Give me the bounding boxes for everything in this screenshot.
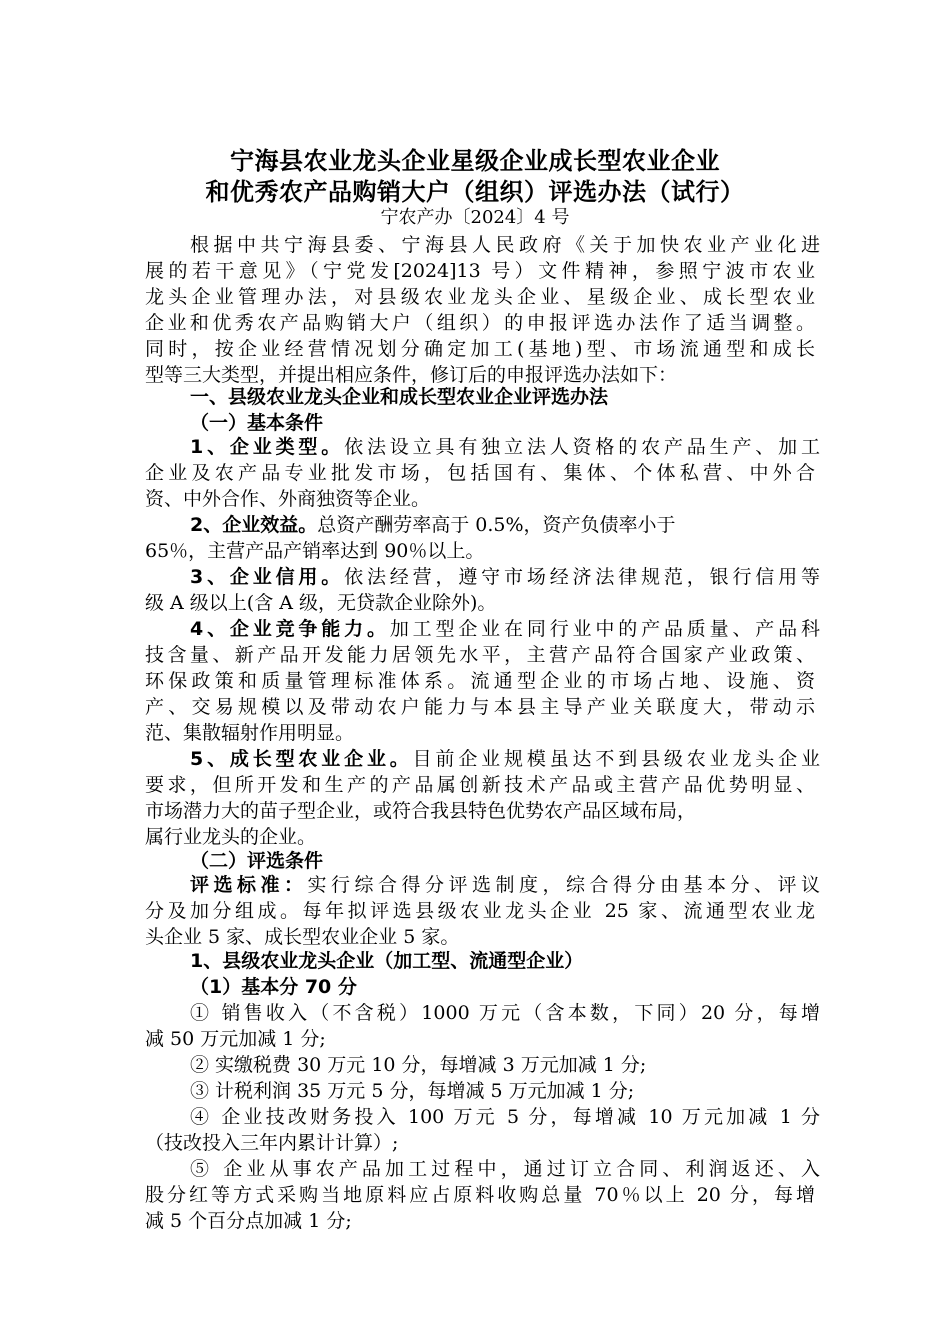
subsection-heading: （一）基本条件 bbox=[190, 412, 324, 434]
intro-line: 展的若干意见》（宁党发[2024]13 号）文件精神，参照宁波市农业 bbox=[145, 260, 815, 282]
item-label: 5、成长型农业企业。 bbox=[190, 748, 413, 770]
item-text: 总资产酬劳率高于 0.5%，资产负债率小于 bbox=[317, 514, 676, 536]
item-text: 依法设立具有独立法人资格的农产品生产、加工 bbox=[344, 436, 820, 458]
criteria-line: 分及加分组成。每年拟评选县级农业龙头企业 25 家、流通型农业龙 bbox=[145, 900, 815, 922]
item-label: 1、企业类型。 bbox=[190, 436, 345, 458]
criteria-line: 头企业 5 家、成长型农业企业 5 家。 bbox=[145, 926, 460, 948]
score-item-line: ⑤ 企业从事农产品加工过程中，通过订立合同、利润返还、入 bbox=[190, 1158, 820, 1180]
base-score-heading: （1）基本分 70 分 bbox=[190, 976, 357, 998]
item-text: 加工型企业在同行业中的产品质量、产品科 bbox=[389, 618, 820, 640]
document-title-line-1: 宁海县农业龙头企业星级企业成长型农业企业 bbox=[230, 147, 720, 175]
document-title-line-2: 和优秀农产品购销大户（组织）评选办法（试行） bbox=[205, 178, 745, 206]
item-line: 范、集散辐射作用明显。 bbox=[145, 722, 355, 744]
criteria-label: 评选标准： bbox=[190, 874, 308, 896]
intro-line: 型等三大类型，并提出相应条件，修订后的申报评选办法如下： bbox=[145, 364, 678, 386]
item-line: 环保政策和质量管理标准体系。流通型企业的市场占地、设施、资 bbox=[145, 670, 815, 692]
score-item-line: 减 5 个百分点加减 1 分; bbox=[145, 1210, 352, 1232]
intro-line: 龙头企业管理办法，对县级农业龙头企业、星级企业、成长型农业 bbox=[145, 286, 815, 308]
item-paragraph-first-line bbox=[190, 746, 820, 772]
type-heading: 1、县级农业龙头企业（加工型、流通型企业） bbox=[190, 950, 584, 972]
item-line: 市场潜力大的苗子型企业，或符合我县特色优势农产品区域布局， bbox=[145, 800, 697, 822]
score-item-line: （技改投入三年内累计计算）; bbox=[145, 1132, 399, 1154]
item-text: 依法经营，遵守市场经济法律规范，银行信用等 bbox=[344, 566, 820, 588]
item-line: 技含量、新产品开发能力居领先水平，主营产品符合国家产业政策、 bbox=[145, 644, 815, 666]
item-label: 4、企业竞争能力。 bbox=[190, 618, 390, 640]
item-line: 资、中外合作、外商独资等企业。 bbox=[145, 488, 431, 510]
intro-line: 同时，按企业经营情况划分确定加工(基地)型、市场流通型和成长 bbox=[145, 338, 815, 360]
item-text: 目前企业规模虽达不到县级农业龙头企业 bbox=[412, 748, 820, 770]
section-heading: 一、县级农业龙头企业和成长型农业企业评选办法 bbox=[190, 386, 609, 408]
item-paragraph-first-line bbox=[190, 564, 820, 590]
item-line: 级 A 级以上(含 A 级，无贷款企业除外)。 bbox=[145, 592, 497, 614]
item-paragraph-first-line bbox=[190, 616, 820, 642]
score-item-line: 股分红等方式采购当地原料应占原料收购总量 70％以上 20 分，每增 bbox=[145, 1184, 815, 1206]
intro-line: 企业和优秀农产品购销大户（组织）的申报评选办法作了适当调整。 bbox=[145, 312, 815, 334]
item-line: 企业及农产品专业批发市场，包括国有、集体、个体私营、中外合 bbox=[145, 462, 815, 484]
item-line: 属行业龙头的企业。 bbox=[145, 826, 317, 848]
intro-line: 根据中共宁海县委、宁海县人民政府《关于加快农业产业化进 bbox=[190, 234, 820, 256]
score-item-line: ④ 企业技改财务投入 100 万元 5 分，每增减 10 万元加减 1 分 bbox=[190, 1106, 820, 1128]
criteria-first-line bbox=[190, 872, 820, 898]
score-item-line: ① 销售收入（不含税）1000 万元（含本数，下同）20 分，每增 bbox=[190, 1002, 820, 1024]
score-item-line: ③ 计税利润 35 万元 5 分，每增减 5 万元加减 1 分; bbox=[190, 1080, 635, 1102]
item-paragraph-first-line bbox=[190, 434, 820, 460]
item-line: 65％，主营产品产销率达到 90％以上。 bbox=[145, 540, 485, 562]
subsection-heading: （二）评选条件 bbox=[190, 850, 324, 872]
score-item-line: 减 50 万元加减 1 分; bbox=[145, 1028, 326, 1050]
item-label: 2、企业效益。 bbox=[190, 514, 318, 536]
item-line: 产、交易规模以及带动农户能力与本县主导产业关联度大，带动示 bbox=[145, 696, 815, 718]
criteria-text: 实行综合得分评选制度，综合得分由基本分、评议 bbox=[307, 874, 820, 896]
score-item-line: ② 实缴税费 30 万元 10 分，每增减 3 万元加减 1 分; bbox=[190, 1054, 647, 1076]
item-line: 要求，但所开发和生产的产品属创新技术产品或主营产品优势明显、 bbox=[145, 774, 815, 796]
item-paragraph-first-line bbox=[190, 512, 820, 538]
item-label: 3、企业信用。 bbox=[190, 566, 345, 588]
document-number: 宁农产办〔2024〕4 号 bbox=[380, 207, 570, 228]
